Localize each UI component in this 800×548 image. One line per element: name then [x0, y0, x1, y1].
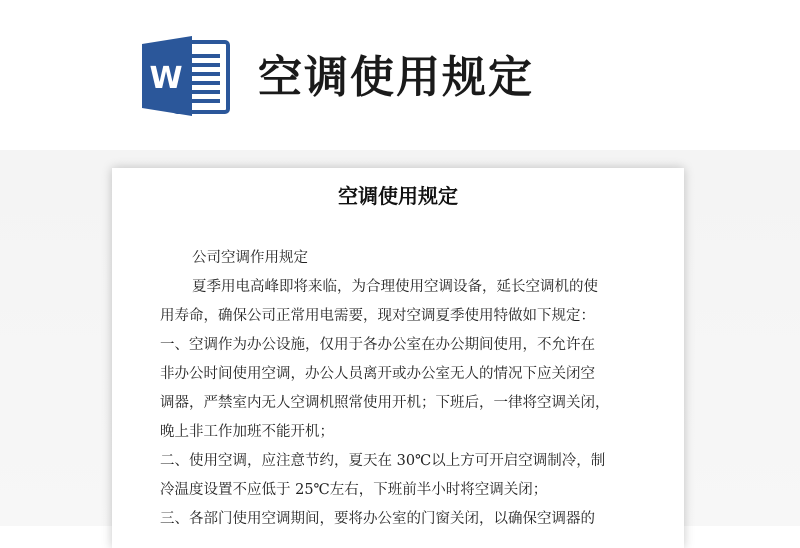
header-banner: [0, 0, 800, 150]
document-page: [112, 168, 684, 548]
page-title: 空调使用规定: [258, 52, 534, 103]
document-line: 用寿命，确保公司正常用电需要，现对空调夏季使用特做如下规定：: [160, 308, 595, 324]
document-line: 夏季用电高峰即将来临，为合理使用空调设备，延长空调机的使: [192, 279, 598, 295]
document-line: 晚上非工作加班不能开机；: [160, 424, 334, 440]
word-icon-letter: W: [149, 61, 183, 96]
document-title: 空调使用规定: [338, 184, 458, 208]
document-line: 公司空调作用规定: [192, 250, 308, 266]
document-line: 三、各部门使用空调期间，要将办公室的门窗关闭，以确保空调器的: [160, 511, 595, 527]
document-line: 二、使用空调，应注意节约，夏天在 30℃以上方可开启空调制冷，制: [160, 453, 606, 469]
word-document-icon: [140, 34, 232, 118]
document-line: 冷温度设置不应低于 25℃左右，下班前半小时将空调关闭；: [160, 482, 548, 498]
document-line: 非办公时间使用空调，办公人员离开或办公室无人的情况下应关闭空: [160, 366, 595, 382]
document-line: 调器，严禁室内无人空调机照常使用开机；下班后，一律将空调关闭，: [160, 395, 610, 411]
document-line: 一、空调作为办公设施，仅用于各办公室在办公期间使用，不允许在: [160, 337, 595, 353]
